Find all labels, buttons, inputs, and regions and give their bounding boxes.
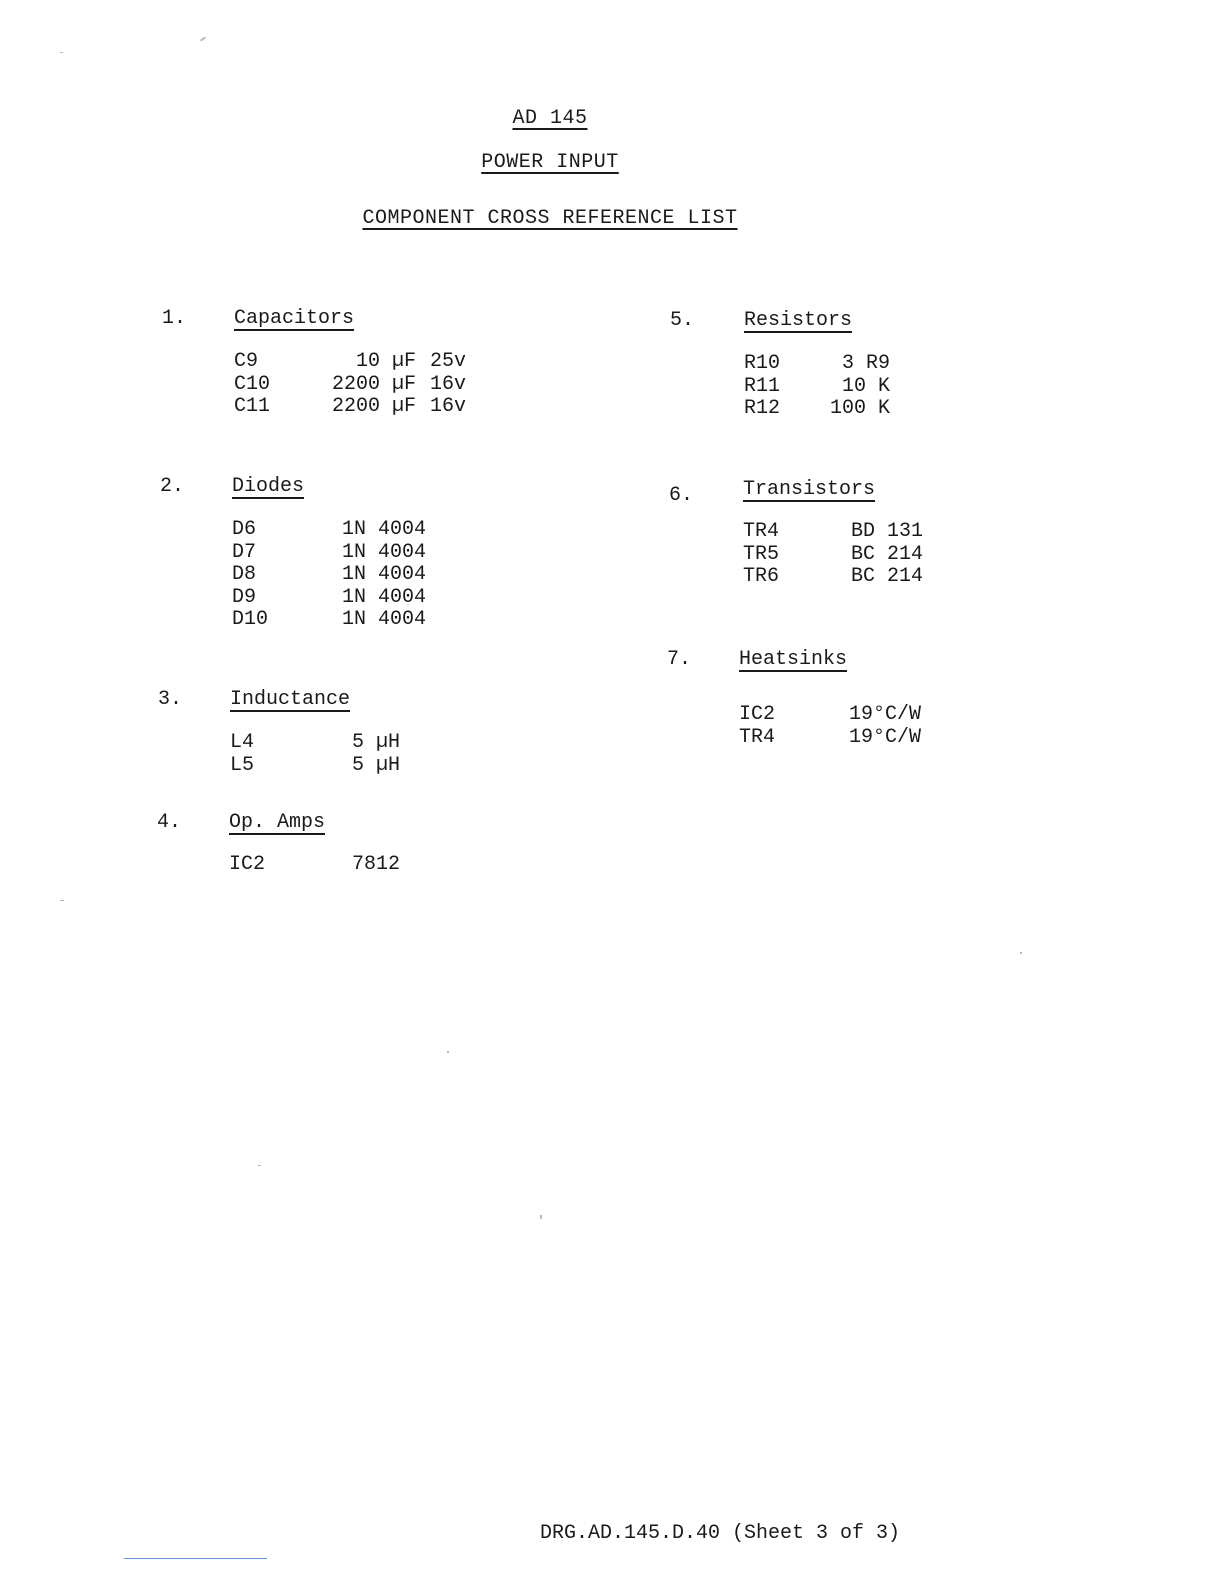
section-title: Diodes xyxy=(232,475,305,498)
component-value: 7812 xyxy=(352,853,401,876)
component-rating: 16v xyxy=(430,372,467,396)
section-title: Capacitors xyxy=(234,307,355,330)
component-ref: L4 xyxy=(230,731,255,754)
component-ref: R11 xyxy=(744,374,781,398)
component-value: 5 µH xyxy=(352,753,401,777)
component-ref: D8 xyxy=(232,563,257,586)
component-ref: IC2 xyxy=(229,853,266,876)
component-value: 2200 µF xyxy=(331,395,416,418)
component-value: 1N 4004 xyxy=(342,540,427,564)
component-value: 19°C/W xyxy=(849,725,922,749)
component-rating: 16v xyxy=(430,395,467,418)
component-value: 5 µH xyxy=(352,731,401,754)
section-title: Op. Amps xyxy=(229,811,326,834)
section-title: Resistors xyxy=(744,309,853,332)
component-value: 1N 4004 xyxy=(342,608,427,631)
scan-speck xyxy=(258,1165,261,1166)
component-value: 10 µF xyxy=(355,350,416,373)
component-ref: TR4 xyxy=(743,520,780,543)
component-ref: C11 xyxy=(234,395,271,418)
component-ref: IC2 xyxy=(739,703,776,726)
component-value: BD 131 xyxy=(851,520,924,543)
component-value: 1N 4004 xyxy=(342,518,427,541)
scan-speck xyxy=(60,900,64,901)
component-ref: D10 xyxy=(232,608,269,631)
section-number: 4. xyxy=(157,811,182,834)
scan-speck xyxy=(200,36,206,41)
component-ref: C10 xyxy=(234,372,271,396)
component-value: 3 R9 xyxy=(841,352,890,375)
section-number: 2. xyxy=(160,475,185,498)
component-ref: R12 xyxy=(744,397,781,420)
document-title: AD 145 xyxy=(512,107,588,130)
component-value: 100 K xyxy=(829,397,890,420)
section-number: 3. xyxy=(158,688,183,711)
component-ref: TR5 xyxy=(743,542,780,566)
component-ref: TR4 xyxy=(739,725,776,749)
section-number: 6. xyxy=(669,484,694,507)
scan-speck xyxy=(447,1051,449,1053)
scan-speck xyxy=(1020,952,1022,954)
section-number: 7. xyxy=(667,648,692,671)
component-ref: D9 xyxy=(232,585,257,609)
scan-speck xyxy=(60,52,63,53)
component-rating: 25v xyxy=(430,350,467,373)
component-ref: C9 xyxy=(234,350,259,373)
component-ref: D7 xyxy=(232,540,257,564)
section-title: Heatsinks xyxy=(739,648,848,671)
section-number: 1. xyxy=(162,307,187,330)
document-heading: COMPONENT CROSS REFERENCE LIST xyxy=(362,207,738,230)
document-subtitle: POWER INPUT xyxy=(481,151,619,174)
footer-rule xyxy=(124,1558,267,1559)
section-number: 5. xyxy=(670,309,695,332)
component-ref: R10 xyxy=(744,352,781,375)
component-value: BC 214 xyxy=(851,565,924,588)
component-value: 1N 4004 xyxy=(342,563,427,586)
component-ref: L5 xyxy=(230,753,255,777)
section-title: Inductance xyxy=(230,688,351,711)
drawing-reference: DRG.AD.145.D.40 (Sheet 3 of 3) xyxy=(540,1522,901,1545)
component-value: BC 214 xyxy=(851,542,924,566)
section-title: Transistors xyxy=(743,478,876,501)
component-value: 2200 µF xyxy=(331,372,416,396)
component-ref: D6 xyxy=(232,518,257,541)
component-value: 19°C/W xyxy=(849,703,922,726)
component-value: 10 K xyxy=(841,374,890,398)
component-ref: TR6 xyxy=(743,565,780,588)
component-value: 1N 4004 xyxy=(342,585,427,609)
scan-speck xyxy=(540,1215,542,1219)
